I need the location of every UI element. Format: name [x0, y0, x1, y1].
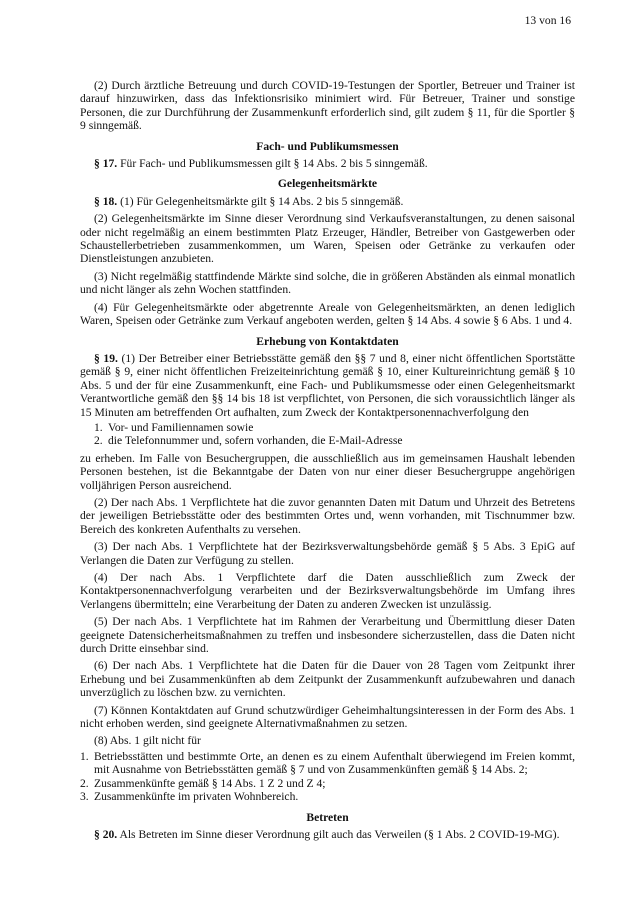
- section-17-label: § 17.: [94, 157, 118, 171]
- list-item: 1. Vor- und Familiennamen sowie: [94, 420, 254, 434]
- section-19-2: (2) Der nach Abs. 1 Verpflichtete hat die zuvor genannten Daten mit Datum und Uhrzeit des Betretens der jeweiligen Betriebsstätte oder des bestimmten Ortes und, wenn vorhanden, mit Tischnummer bzw. Bereich des konkreten Aufenthalts zu versehen.: [80, 495, 575, 536]
- list-item: 1. Betriebsstätten und bestimmte Orte, an denen es zu einem Aufenthalt überwiegend im Freien kommt, mit Ausnahme von Betriebsstätten gemäß § 7 und von Zusammenkünften gemäß § 14 Abs. 2;: [80, 749, 575, 777]
- section-19-1-text: (1) Der Betreiber einer Betriebsstätte gemäß den §§ 7 und 8, einer nicht öffentlichen Sportstätte gemäß § 9, einer nicht öffentlichen Freizeiteinrichtung gemäß § 10, einer Kultureinrichtung gemäß § 10 Abs. 5 und der für eine Zusammenkunft, eine Fach- und Publikumsmesse oder einen Gelegenheitsmarkt Verantwortliche gemäß den §§ 14 bis 18 ist verpflichtet, von Personen, die sich voraussichtlich länger als 15 Minuten am betreffenden Ort aufhalten, zum Zweck der Kontaktpersonennachverfolgung den: [80, 351, 575, 419]
- section-18-1: [80, 195, 575, 208]
- section-19-4: (4) Der nach Abs. 1 Verpflichtete darf die Daten ausschließlich zum Zweck der Kontaktpersonennachverfolgung verarbeiten und der Bezirksverwaltungsbehörde im Umfang ihres Verlangens übermitteln; eine Verarbeitung der Daten zu anderen Zwecken ist unzulässig.: [80, 571, 575, 611]
- heading-kontaktdaten: Erhebung von Kontaktdaten: [256, 334, 399, 348]
- list-item: 3. Zusammenkünfte im privaten Wohnbereich.: [80, 790, 299, 804]
- section-19-3: (3) Der nach Abs. 1 Verpflichtete hat der Bezirksverwaltungsbehörde gemäß § 5 Abs. 3 EpiG auf Verlangen die Daten zur Verfügung zu stellen.: [80, 540, 575, 567]
- section-19-8-list: [80, 750, 575, 804]
- document-body: [80, 79, 575, 845]
- section-19-5: (5) Der nach Abs. 1 Verpflichtete hat im Rahmen der Verarbeitung und Übermittlung dieser Daten geeignete Datensicherheitsmaßnahmen zu treffen und insbesondere sicherzustellen, dass die Daten nicht durch Dritte einsehbar sind.: [80, 615, 575, 656]
- paragraph-16-2: (2) Durch ärztliche Betreuung und durch COVID-19-Testungen der Sportler, Betreuer und Trainer ist darauf hinzuwirken, dass das Infektionsrisiko minimiert wird. Für Betreuer, Trainer und sonstige Personen, die zur Durchführung der Zusammenkunft erforderlich sind, gilt zudem § 11, für die Sportler § 9 sinngemäß.: [80, 79, 575, 133]
- section-19-label: § 19.: [94, 351, 118, 365]
- heading-fach-publikumsmessen: Fach- und Publikumsmessen: [256, 139, 399, 153]
- section-19-1-list: [94, 421, 575, 448]
- section-18-label: § 18.: [94, 194, 118, 208]
- section-18-text: (1) Für Gelegenheitsmärkte gilt § 14 Abs. 2 bis 5 sinngemäß.: [117, 194, 404, 208]
- section-18-4: (4) Für Gelegenheitsmärkte oder abgetrennte Areale von Gelegenheitsmärkten, an denen lediglich Waren, Speisen oder Getränke zum Verkauf angeboten werden, gelten § 14 Abs. 4 sowie § 6 Abs. 1 und 4.: [80, 300, 575, 328]
- section-20-label: § 20.: [94, 827, 118, 841]
- list-item: 2. die Telefonnummer und, sofern vorhanden, die E-Mail-Adresse: [94, 434, 403, 448]
- section-20-text: Als Betreten im Sinne dieser Verordnung gilt auch das Verweilen (§ 1 Abs. 2 COVID-19-MG).: [117, 827, 560, 841]
- section-19-1-tail: zu erheben. Im Falle von Besuchergruppen, die ausschließlich aus im gemeinsamen Haushalt lebenden Personen bestehen, ist die Bekanntgabe der Daten von nur einer dieser Besuchergruppe angehörigen volljährigen Person ausreichend.: [80, 451, 575, 492]
- section-19-6: (6) Der nach Abs. 1 Verpflichtete hat die Daten für die Dauer von 28 Tagen vom Zeitpunkt ihrer Erhebung und bei Zusammenkünften ab dem Zeitpunkt der Zusammenkunft aufzubewahren und danach unverzüglich zu löschen bzw. zu vernichten.: [80, 659, 575, 700]
- section-17: [80, 157, 575, 170]
- page-number: 13 von 16: [524, 14, 571, 27]
- section-19-7: (7) Können Kontaktdaten auf Grund schutzwürdiger Geheimhaltungsinteressen in der Form des Abs. 1 nicht erhoben werden, sind geeignete Alternativmaßnahmen zu setzen.: [80, 703, 575, 731]
- section-18-2: (2) Gelegenheitsmärkte im Sinne dieser Verordnung sind Verkaufsveranstaltungen, zu denen saisonal oder nicht regelmäßig an einem bestimmten Platz Erzeuger, Händler, Betreiber von Gastgewerben oder Schaustellerbetrieben zusammenkommen, um Waren, Speisen oder Getränke zu verkaufen oder Dienstleistungen anzubieten.: [80, 212, 575, 266]
- section-19-8: (8) Abs. 1 gilt nicht für: [94, 734, 201, 748]
- section-20: [80, 828, 575, 841]
- heading-betreten: Betreten: [306, 810, 349, 824]
- section-19-1: [80, 352, 575, 419]
- list-item: 2. Zusammenkünfte gemäß § 14 Abs. 1 Z 2 und Z 4;: [80, 776, 326, 790]
- section-17-text: Für Fach- und Publikumsmessen gilt § 14 Abs. 2 bis 5 sinngemäß.: [117, 157, 428, 171]
- heading-gelegenheitsmaerkte: Gelegenheitsmärkte: [277, 177, 378, 191]
- section-18-3: (3) Nicht regelmäßig stattfindende Märkte sind solche, die in größeren Abständen als einmal monatlich und nicht länger als zehn Wochen stattfinden.: [80, 269, 575, 297]
